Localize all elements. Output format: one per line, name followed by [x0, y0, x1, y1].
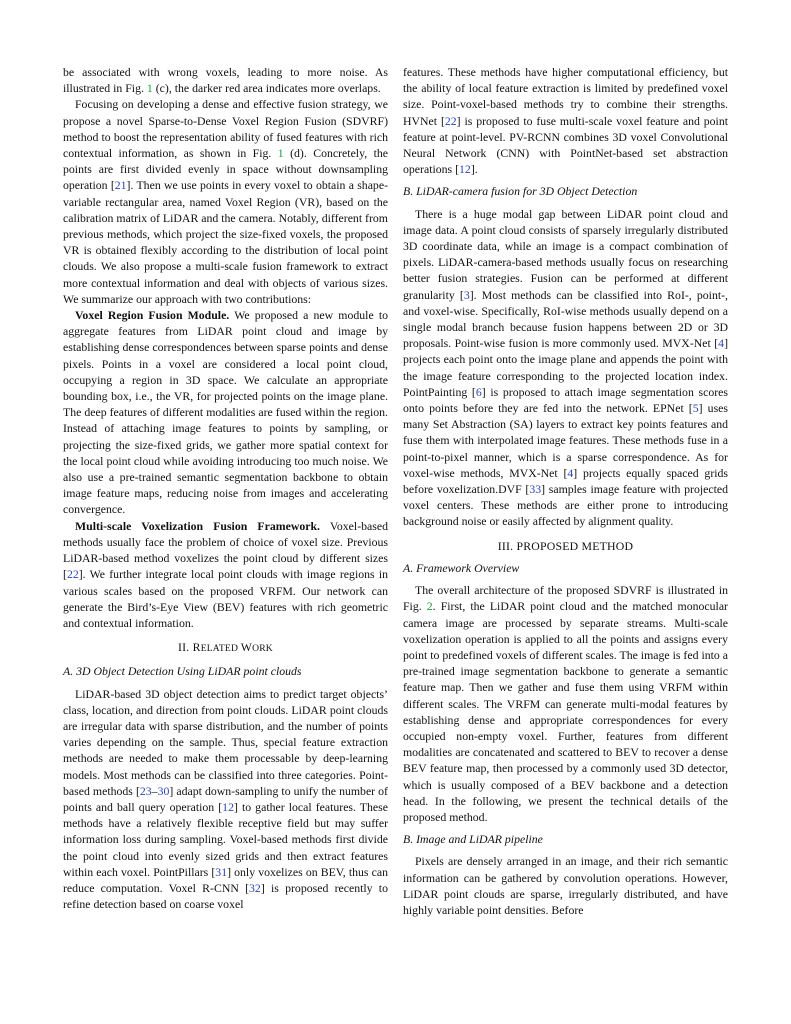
citation-link[interactable]: 4 — [718, 336, 725, 351]
citation-link[interactable]: 22 — [444, 113, 457, 128]
citation-link[interactable]: 5 — [692, 401, 699, 416]
figure-link[interactable]: 2 — [426, 599, 433, 614]
citation-link[interactable]: 22 — [66, 567, 79, 582]
paragraph: Voxel Region Fusion Module. We proposed a new module to aggregate features from LiDAR point cloud and image by establishing dense correspondences between sparse points and dense pixels. Points in a voxel are considered a local point cloud, occupying a region in 3D space. We calculate an appropriate bounding box, i.e., the VR, for projected points on the image plane. The deep features of different modalities are fused within the region. Instead of attaching image features to points by sampling, or projecting the size-fixed grids, we gather more spatial context for the local point cloud while avoiding introducing too much noise. We also use a pre-trained semantic segmentation backbone to obtain image feature maps, reducing noise from images and accelerating convergence. — [63, 308, 388, 517]
subsection-title: A. 3D Object Detection Using LiDAR point clouds — [63, 664, 302, 679]
citation-link[interactable]: 32 — [249, 880, 261, 895]
paragraph: Multi-scale Voxelization Fusion Framework. Voxel-based methods usually face the problem of choice of voxel size. Previous LiDAR-based method voxelizes the point cloud by different sizes [22]. We further integrate local point clouds with image regions in various scales based on the proposed VRFM. Our network can generate the Bird’s-Eye View (BEV) features with rich geometric and contextual information. — [63, 518, 388, 630]
paragraph: The overall architecture of the proposed SDVRF is illustrated in Fig. 2. First, the LiDAR point cloud and the matched monocular camera image are processed by separate streams. Multi-scale voxelization operation is applied to all the points and assigns every point to predefined voxels of different scales. The image is fed into a pre-trained image segmentation backbone to generate a semantic feature map. Then we gather and fuse them using VRFM within different scales. The VRFM can generate multi-modal features by establishing dense and appropriate correspondences for every occupied non-empty voxel. Further, features from different modalities are concatenated and scattered to BEV to recover a dense BEV feature map, then processed by a commonly used 3D detector, which is usually composed of a BEV backbone and a detection head. In the following, we present the technical details of the proposed method. — [403, 583, 728, 824]
citation-link[interactable]: 12 — [222, 799, 234, 814]
paragraph: features. These methods have higher computational efficiency, but the ability of local feature extraction is limited by predefined voxel size. Point-voxel-based methods try to combine their strengths. HVNet [22] is proposed to fuse multi-scale voxel feature and point feature at point-level. PV-RCNN combines 3D voxel Convolutional Neural Network (CNN) with PointNet-based set abstraction operations [12]. — [403, 65, 729, 177]
subsection-title: B. LiDAR-camera fusion for 3D Object Detection — [403, 184, 638, 199]
paragraph: LiDAR-based 3D object detection aims to predict target objects’ class, location, and direction from point clouds. LiDAR point clouds are irregular data with sparse distribution, and the number of points varies depending on the sample. Thus, special feature extraction methods are needed to make them processable by deep-learning models. Most methods can be classified into three categories. Point-based methods [23–30] adapt down-sampling to unify the number of points and ball query operation [12] to gather local features. These methods have a relatively flexible receptive field but may suffer information loss during sampling. Voxel-based methods first divide the point cloud into evenly sized grids and then extract features within each voxel. PointPillars [31] only voxelizes on BEV, thus can reduce computation. Voxel R-CNN [32] is proposed recently to refine detection based on coarse voxel — [63, 686, 388, 912]
citation-link[interactable]: 21 — [114, 178, 127, 193]
figure-link[interactable]: 1 — [277, 146, 284, 161]
left-column — [63, 64, 388, 912]
citation-link[interactable]: 31 — [215, 864, 228, 879]
run-in-heading: Multi-scale Voxelization Fusion Framework. — [75, 518, 320, 533]
citation-link[interactable]: 33 — [529, 482, 542, 497]
citation-link[interactable]: 3 — [463, 287, 470, 302]
paragraph: There is a huge modal gap between LiDAR point cloud and image data. A point cloud consists of sparsely irregularly distributed 3D coordinate data, while an image is a compact combination of pixels. LiDAR-camera-based methods usually focus on researching better fusion strategies. Fusion can be performed at different granularity [3]. Most methods can be classified into RoI-, point-, and voxel-wise. Specifically, RoI-wise methods usually depend on a single modal branch because fusion happens between 2D or 3D proposals. Point-wise fusion is more commonly used. MVX-Net [4] projects each point onto the image plane and appends the point with the image feature corresponding to the projected location index. PointPainting [6] is proposed to attach image segmentation scores onto points before they are fed into the network. EPNet [5] uses many Set Abstraction (SA) layers to extract key points features and fuse them with interpolated image features. These methods fuse in a point-to-pixel manner, which is a sparse correspondence. As for voxel-wise methods, MVX-Net [4] projects equally spaced grids before voxelization.DVF [33] samples image feature with projected voxel centers. These methods are either prone to introducing background noise or easily affected by alignment quality. — [403, 206, 729, 529]
subsection-title: B. Image and LiDAR pipeline — [403, 832, 543, 847]
citation-link[interactable]: 6 — [475, 384, 482, 399]
citation-link[interactable]: 4 — [567, 465, 574, 480]
citation-link[interactable]: 23 — [139, 783, 152, 798]
paragraph: Pixels are densely arranged in an image, and their rich semantic information can be gathered by convolution operations. However, LiDAR point clouds are sparse, irregularly distributed, and have highly variable point densities. Before — [403, 854, 728, 917]
figure-link[interactable]: 1 — [146, 81, 153, 96]
citation-link[interactable]: 30 — [157, 783, 170, 798]
paragraph: be associated with wrong voxels, leading to more noise. As illustrated in Fig. 1 (c), the darker red area indicates more overlaps. — [63, 65, 388, 96]
citation-link[interactable]: 12 — [459, 162, 471, 177]
paragraph: Focusing on developing a dense and effective fusion strategy, we propose a novel Sparse-to-Dense Voxel Region Fusion (SDVRF) method to boost the representation ability of fused features with rich contextual information, as shown in Fig. 1 (d). Concretely, the points are first divided evenly in space without downsampling operation [21]. Then we use points in every voxel to obtain a shape-variable rectangular area, named Voxel Region (VR), based on the calibration matrix of LiDAR and the camera. Notably, different from previous methods, which project the size-fixed voxels, the proposed VR is obtained flexibly according to the distribution of local point clouds. We also propose a multi-scale fusion framework to extract more contextual information and deal with objects of various sizes. We summarize our approach with two contributions: — [63, 97, 388, 306]
subsection-title: A. Framework Overview — [403, 560, 520, 575]
section-title: II. RELATED WORK — [178, 640, 273, 655]
right-column — [403, 64, 728, 918]
run-in-heading: Voxel Region Fusion Module. — [75, 308, 230, 323]
section-title: III. PROPOSED METHOD — [497, 538, 634, 553]
